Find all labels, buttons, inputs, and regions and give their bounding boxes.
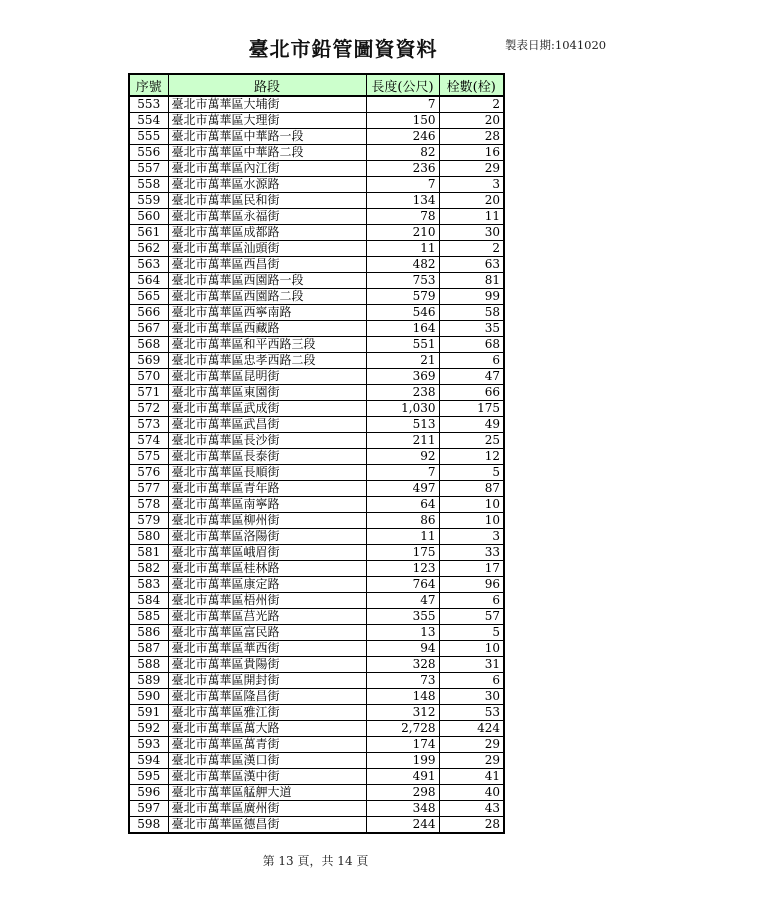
table-row [129, 737, 504, 753]
table-row [129, 113, 504, 129]
seq-cell: 573 [129, 417, 168, 433]
length-cell: 579 [366, 289, 439, 305]
road-cell: 臺北市萬華區武成街 [168, 401, 366, 417]
valves-cell: 3 [439, 529, 504, 545]
table-row [129, 145, 504, 161]
valves-cell: 10 [439, 497, 504, 513]
table-row [129, 225, 504, 241]
road-cell: 臺北市萬華區昆明街 [168, 369, 366, 385]
table-row [129, 593, 504, 609]
table-row [129, 177, 504, 193]
seq-cell: 560 [129, 209, 168, 225]
lead-pipe-table [128, 73, 505, 834]
page-title: 臺北市鉛管圖資資料 [248, 37, 438, 61]
valves-cell: 17 [439, 561, 504, 577]
valves-cell: 99 [439, 289, 504, 305]
valves-cell: 6 [439, 593, 504, 609]
table-row [129, 273, 504, 289]
road-cell: 臺北市萬華區桂林路 [168, 561, 366, 577]
table-row [129, 705, 504, 721]
length-cell: 7 [366, 465, 439, 481]
seq-cell: 589 [129, 673, 168, 689]
length-cell: 199 [366, 753, 439, 769]
table-row [129, 257, 504, 273]
road-cell: 臺北市萬華區忠孝西路二段 [168, 353, 366, 369]
valves-cell: 2 [439, 96, 504, 113]
length-cell: 236 [366, 161, 439, 177]
table-row [129, 785, 504, 801]
valves-cell: 49 [439, 417, 504, 433]
road-cell: 臺北市萬華區南寧路 [168, 497, 366, 513]
road-cell: 臺北市萬華區西藏路 [168, 321, 366, 337]
table-row [129, 513, 504, 529]
length-cell: 174 [366, 737, 439, 753]
table-row [129, 449, 504, 465]
table-row [129, 353, 504, 369]
road-cell: 臺北市萬華區柳州街 [168, 513, 366, 529]
length-cell: 238 [366, 385, 439, 401]
table-row [129, 625, 504, 641]
length-cell: 7 [366, 177, 439, 193]
road-cell: 臺北市萬華區漢中街 [168, 769, 366, 785]
length-cell: 82 [366, 145, 439, 161]
table-row [129, 385, 504, 401]
seq-cell: 594 [129, 753, 168, 769]
valves-cell: 10 [439, 513, 504, 529]
valves-cell: 33 [439, 545, 504, 561]
table-row [129, 209, 504, 225]
valves-cell: 43 [439, 801, 504, 817]
road-cell: 臺北市萬華區大理街 [168, 113, 366, 129]
road-cell: 臺北市萬華區水源路 [168, 177, 366, 193]
seq-cell: 555 [129, 129, 168, 145]
seq-cell: 588 [129, 657, 168, 673]
valves-cell: 58 [439, 305, 504, 321]
seq-cell: 593 [129, 737, 168, 753]
valves-cell: 25 [439, 433, 504, 449]
seq-cell: 580 [129, 529, 168, 545]
seq-cell: 568 [129, 337, 168, 353]
valves-cell: 53 [439, 705, 504, 721]
length-cell: 150 [366, 113, 439, 129]
table-row [129, 241, 504, 257]
valves-cell: 175 [439, 401, 504, 417]
length-cell: 328 [366, 657, 439, 673]
road-cell: 臺北市萬華區艋舺大道 [168, 785, 366, 801]
valves-cell: 10 [439, 641, 504, 657]
length-cell: 1,030 [366, 401, 439, 417]
seq-cell: 584 [129, 593, 168, 609]
seq-cell: 561 [129, 225, 168, 241]
seq-cell: 553 [129, 96, 168, 113]
valves-cell: 30 [439, 225, 504, 241]
report-date: 製表日期:1041020 [505, 38, 607, 52]
table-row [129, 481, 504, 497]
length-cell: 298 [366, 785, 439, 801]
valves-cell: 20 [439, 193, 504, 209]
valves-cell: 29 [439, 737, 504, 753]
length-cell: 210 [366, 225, 439, 241]
length-cell: 355 [366, 609, 439, 625]
length-cell: 13 [366, 625, 439, 641]
road-cell: 臺北市萬華區內江街 [168, 161, 366, 177]
length-cell: 369 [366, 369, 439, 385]
valves-cell: 12 [439, 449, 504, 465]
seq-cell: 566 [129, 305, 168, 321]
valves-cell: 16 [439, 145, 504, 161]
seq-cell: 583 [129, 577, 168, 593]
valves-cell: 6 [439, 673, 504, 689]
valves-cell: 63 [439, 257, 504, 273]
length-cell: 11 [366, 241, 439, 257]
table-row [129, 401, 504, 417]
table-row [129, 753, 504, 769]
table-row [129, 673, 504, 689]
length-cell: 312 [366, 705, 439, 721]
road-cell: 臺北市萬華區長泰街 [168, 449, 366, 465]
seq-cell: 576 [129, 465, 168, 481]
valves-cell: 47 [439, 369, 504, 385]
seq-cell: 596 [129, 785, 168, 801]
road-cell: 臺北市萬華區民和街 [168, 193, 366, 209]
seq-cell: 586 [129, 625, 168, 641]
length-cell: 92 [366, 449, 439, 465]
seq-cell: 581 [129, 545, 168, 561]
road-cell: 臺北市萬華區貴陽街 [168, 657, 366, 673]
table-row [129, 641, 504, 657]
table-row [129, 465, 504, 481]
road-cell: 臺北市萬華區康定路 [168, 577, 366, 593]
table-row [129, 769, 504, 785]
length-cell: 551 [366, 337, 439, 353]
length-cell: 211 [366, 433, 439, 449]
table-row [129, 609, 504, 625]
road-cell: 臺北市萬華區中華路二段 [168, 145, 366, 161]
road-cell: 臺北市萬華區武昌街 [168, 417, 366, 433]
road-cell: 臺北市萬華區德昌街 [168, 817, 366, 834]
valves-cell: 29 [439, 753, 504, 769]
seq-cell: 564 [129, 273, 168, 289]
valves-cell: 5 [439, 625, 504, 641]
seq-cell: 556 [129, 145, 168, 161]
length-cell: 753 [366, 273, 439, 289]
seq-cell: 554 [129, 113, 168, 129]
road-cell: 臺北市萬華區漢口街 [168, 753, 366, 769]
length-cell: 482 [366, 257, 439, 273]
valves-cell: 5 [439, 465, 504, 481]
length-cell: 513 [366, 417, 439, 433]
valves-cell: 40 [439, 785, 504, 801]
seq-cell: 567 [129, 321, 168, 337]
table-row [129, 529, 504, 545]
valves-cell: 57 [439, 609, 504, 625]
road-cell: 臺北市萬華區青年路 [168, 481, 366, 497]
length-cell: 134 [366, 193, 439, 209]
road-cell: 臺北市萬華區大埔街 [168, 96, 366, 113]
road-cell: 臺北市萬華區東園街 [168, 385, 366, 401]
road-cell: 臺北市萬華區長沙街 [168, 433, 366, 449]
seq-cell: 592 [129, 721, 168, 737]
road-cell: 臺北市萬華區和平西路三段 [168, 337, 366, 353]
length-cell: 86 [366, 513, 439, 529]
table-row [129, 657, 504, 673]
valves-cell: 41 [439, 769, 504, 785]
road-cell: 臺北市萬華區永福街 [168, 209, 366, 225]
length-cell: 21 [366, 353, 439, 369]
table-row [129, 417, 504, 433]
header-row [129, 74, 504, 96]
road-cell: 臺北市萬華區開封街 [168, 673, 366, 689]
seq-cell: 577 [129, 481, 168, 497]
valves-cell: 66 [439, 385, 504, 401]
road-cell: 臺北市萬華區富民路 [168, 625, 366, 641]
length-cell: 764 [366, 577, 439, 593]
seq-cell: 563 [129, 257, 168, 273]
road-cell: 臺北市萬華區隆昌街 [168, 689, 366, 705]
seq-cell: 558 [129, 177, 168, 193]
seq-cell: 562 [129, 241, 168, 257]
seq-cell: 570 [129, 369, 168, 385]
length-cell: 491 [366, 769, 439, 785]
table-row [129, 96, 504, 113]
length-cell: 148 [366, 689, 439, 705]
valves-cell: 81 [439, 273, 504, 289]
road-cell: 臺北市萬華區雅江街 [168, 705, 366, 721]
header-road: 路段 [168, 74, 366, 96]
table-row [129, 337, 504, 353]
seq-cell: 574 [129, 433, 168, 449]
length-cell: 73 [366, 673, 439, 689]
length-cell: 64 [366, 497, 439, 513]
valves-cell: 6 [439, 353, 504, 369]
length-cell: 47 [366, 593, 439, 609]
road-cell: 臺北市萬華區洛陽街 [168, 529, 366, 545]
valves-cell: 11 [439, 209, 504, 225]
seq-cell: 597 [129, 801, 168, 817]
road-cell: 臺北市萬華區萬青街 [168, 737, 366, 753]
table-row [129, 129, 504, 145]
valves-cell: 68 [439, 337, 504, 353]
road-cell: 臺北市萬華區梧州街 [168, 593, 366, 609]
table-row [129, 161, 504, 177]
valves-cell: 424 [439, 721, 504, 737]
table-row [129, 433, 504, 449]
valves-cell: 28 [439, 817, 504, 834]
seq-cell: 569 [129, 353, 168, 369]
road-cell: 臺北市萬華區峨眉街 [168, 545, 366, 561]
length-cell: 348 [366, 801, 439, 817]
header-length: 長度(公尺) [366, 74, 439, 96]
road-cell: 臺北市萬華區長順街 [168, 465, 366, 481]
seq-cell: 585 [129, 609, 168, 625]
table-row [129, 289, 504, 305]
table-body [129, 96, 504, 833]
seq-cell: 579 [129, 513, 168, 529]
seq-cell: 571 [129, 385, 168, 401]
seq-cell: 591 [129, 705, 168, 721]
valves-cell: 96 [439, 577, 504, 593]
road-cell: 臺北市萬華區西園路二段 [168, 289, 366, 305]
table-row [129, 193, 504, 209]
table-row [129, 817, 504, 834]
length-cell: 2,728 [366, 721, 439, 737]
length-cell: 246 [366, 129, 439, 145]
valves-cell: 35 [439, 321, 504, 337]
table-row [129, 561, 504, 577]
header-seq: 序號 [129, 74, 168, 96]
seq-cell: 582 [129, 561, 168, 577]
seq-cell: 572 [129, 401, 168, 417]
road-cell: 臺北市萬華區萬大路 [168, 721, 366, 737]
table-row [129, 321, 504, 337]
table-row [129, 721, 504, 737]
valves-cell: 29 [439, 161, 504, 177]
length-cell: 78 [366, 209, 439, 225]
table-row [129, 801, 504, 817]
table-row [129, 497, 504, 513]
seq-cell: 559 [129, 193, 168, 209]
road-cell: 臺北市萬華區莒光路 [168, 609, 366, 625]
header-valves: 栓數(栓) [439, 74, 504, 96]
road-cell: 臺北市萬華區汕頭街 [168, 241, 366, 257]
seq-cell: 587 [129, 641, 168, 657]
road-cell: 臺北市萬華區成都路 [168, 225, 366, 241]
length-cell: 497 [366, 481, 439, 497]
page-footer: 第 13 頁，共 14 頁 [262, 854, 369, 868]
seq-cell: 590 [129, 689, 168, 705]
road-cell: 臺北市萬華區西園路一段 [168, 273, 366, 289]
road-cell: 臺北市萬華區西昌街 [168, 257, 366, 273]
length-cell: 123 [366, 561, 439, 577]
table-row [129, 545, 504, 561]
table-row [129, 305, 504, 321]
length-cell: 94 [366, 641, 439, 657]
seq-cell: 557 [129, 161, 168, 177]
valves-cell: 3 [439, 177, 504, 193]
valves-cell: 20 [439, 113, 504, 129]
seq-cell: 595 [129, 769, 168, 785]
valves-cell: 87 [439, 481, 504, 497]
table-row [129, 689, 504, 705]
length-cell: 546 [366, 305, 439, 321]
table-row [129, 577, 504, 593]
road-cell: 臺北市萬華區華西街 [168, 641, 366, 657]
seq-cell: 578 [129, 497, 168, 513]
length-cell: 244 [366, 817, 439, 834]
seq-cell: 575 [129, 449, 168, 465]
table-row [129, 369, 504, 385]
road-cell: 臺北市萬華區廣州街 [168, 801, 366, 817]
seq-cell: 598 [129, 817, 168, 834]
road-cell: 臺北市萬華區西寧南路 [168, 305, 366, 321]
length-cell: 7 [366, 96, 439, 113]
valves-cell: 31 [439, 657, 504, 673]
length-cell: 11 [366, 529, 439, 545]
length-cell: 175 [366, 545, 439, 561]
valves-cell: 2 [439, 241, 504, 257]
seq-cell: 565 [129, 289, 168, 305]
valves-cell: 30 [439, 689, 504, 705]
road-cell: 臺北市萬華區中華路一段 [168, 129, 366, 145]
valves-cell: 28 [439, 129, 504, 145]
length-cell: 164 [366, 321, 439, 337]
